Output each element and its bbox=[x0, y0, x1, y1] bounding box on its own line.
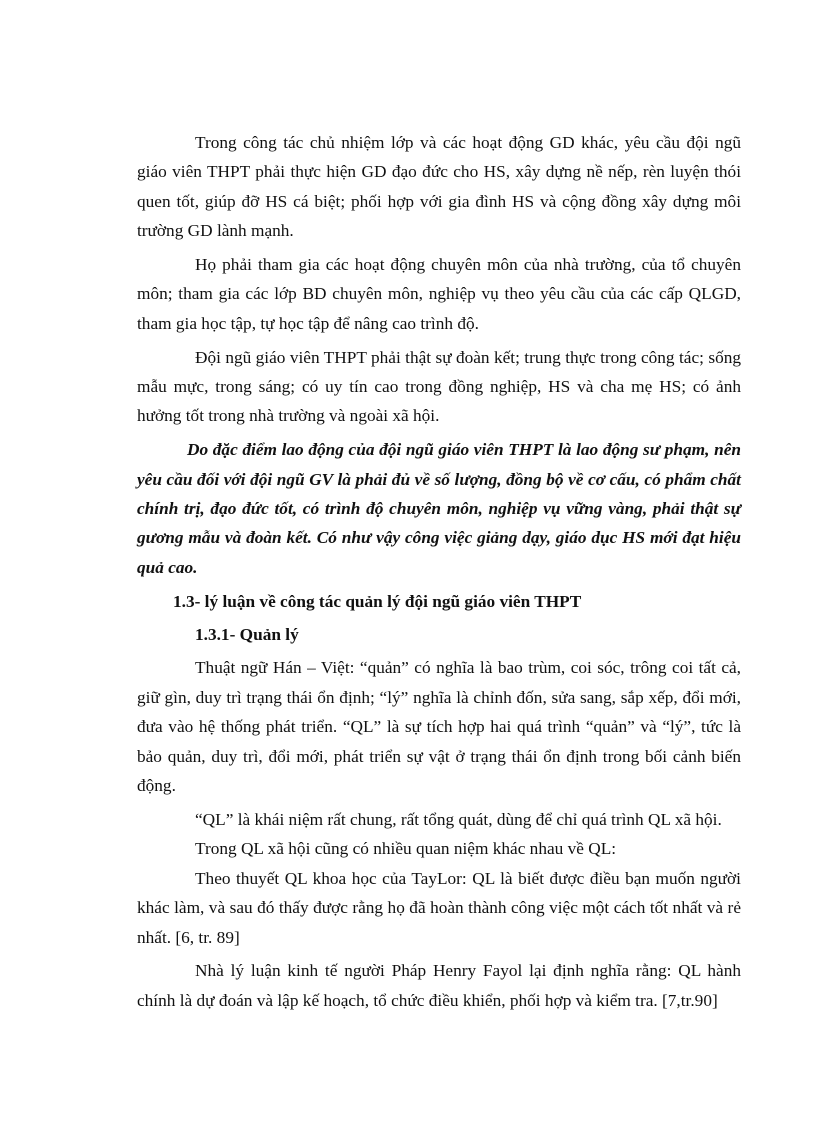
section-heading: 1.3- lý luận về công tác quản lý đội ngũ giáo viên THPT bbox=[173, 591, 582, 611]
paragraph-taylor-definition: Theo thuyết QL khoa học của TayLor: QL là biết được điều bạn muốn người khác làm, và sau đó thấy được rằng họ đã hoàn thành công việc một cách tốt nhất và rẻ nhất. [6, tr. 89] bbox=[137, 868, 741, 947]
paragraph-management-concept: “QL” là khái niệm rất chung, rất tổng quát, dùng để chỉ quá trình QL xã hội. bbox=[195, 809, 722, 829]
document-page bbox=[137, 128, 741, 1020]
paragraph-unity-ethics: Đội ngũ giáo viên THPT phải thật sự đoàn kết; trung thực trong công tác; sống mẫu mực, trong sáng; có uy tín cao trong đồng nghiệp, HS và cha mẹ HS; có ảnh hưởng tốt trong nhà trường và ngoài xã hội. bbox=[137, 347, 741, 426]
paragraph-management-term: Thuật ngữ Hán – Việt: “quản” có nghĩa là bao trùm, coi sóc, trông coi tất cả, giữ gìn, duy trì trạng thái ổn định; “lý” nghĩa là chỉnh đốn, sửa sang, sắp xếp, đổi mới, đưa vào hệ thống phát triển. “QL” là sự tích hợp hai quá trình “quản” và “lý”, tức là bảo quản, duy trì, đổi mới, phát triển sự vật ở trạng thái ổn định trong bối cảnh biến động. bbox=[137, 658, 741, 796]
paragraph-management-views: Trong QL xã hội cũng có nhiều quan niệm khác nhau về QL: bbox=[195, 839, 617, 859]
subsection-heading: 1.3.1- Quản lý bbox=[195, 625, 299, 645]
paragraph-fayol-definition: Nhà lý luận kinh tế người Pháp Henry Fayol lại định nghĩa rằng: QL hành chính là dự đoán và lập kế hoạch, tổ chức điều khiển, phối hợp và kiểm tra. [7,tr.90] bbox=[137, 961, 741, 1010]
paragraph-homeroom-duties: Trong công tác chủ nhiệm lớp và các hoạt động GD khác, yêu cầu đội ngũ giáo viên THPT phải thực hiện GD đạo đức cho HS, xây dựng nề nếp, rèn luyện thói quen tốt, giúp đỡ HS cá biệt; phối hợp với gia đình HS và cộng đồng xây dựng môi trường GD lành mạnh. bbox=[137, 133, 741, 241]
paragraph-professional-activities: Họ phải tham gia các hoạt động chuyên môn của nhà trường, của tổ chuyên môn; tham gia các lớp BD chuyên môn, nghiệp vụ theo yêu cầu của các cấp QLGD, tham gia học tập, tự học tập để nâng cao trình độ. bbox=[137, 255, 741, 333]
paragraph-emphasis-conclusion: Do đặc điểm lao động của đội ngũ giáo viên THPT là lao động sư phạm, nên yêu cầu đối với đội ngũ GV là phải đủ về số lượng, đồng bộ về cơ cấu, có phẩm chất chính trị, đạo đức tốt, có trình độ chuyên môn, nghiệp vụ vững vàng, phải thật sự gương mẫu và đoàn kết. Có như vậy công việc giảng dạy, giáo dục HS mới đạt hiệu quả cao. bbox=[137, 440, 741, 577]
